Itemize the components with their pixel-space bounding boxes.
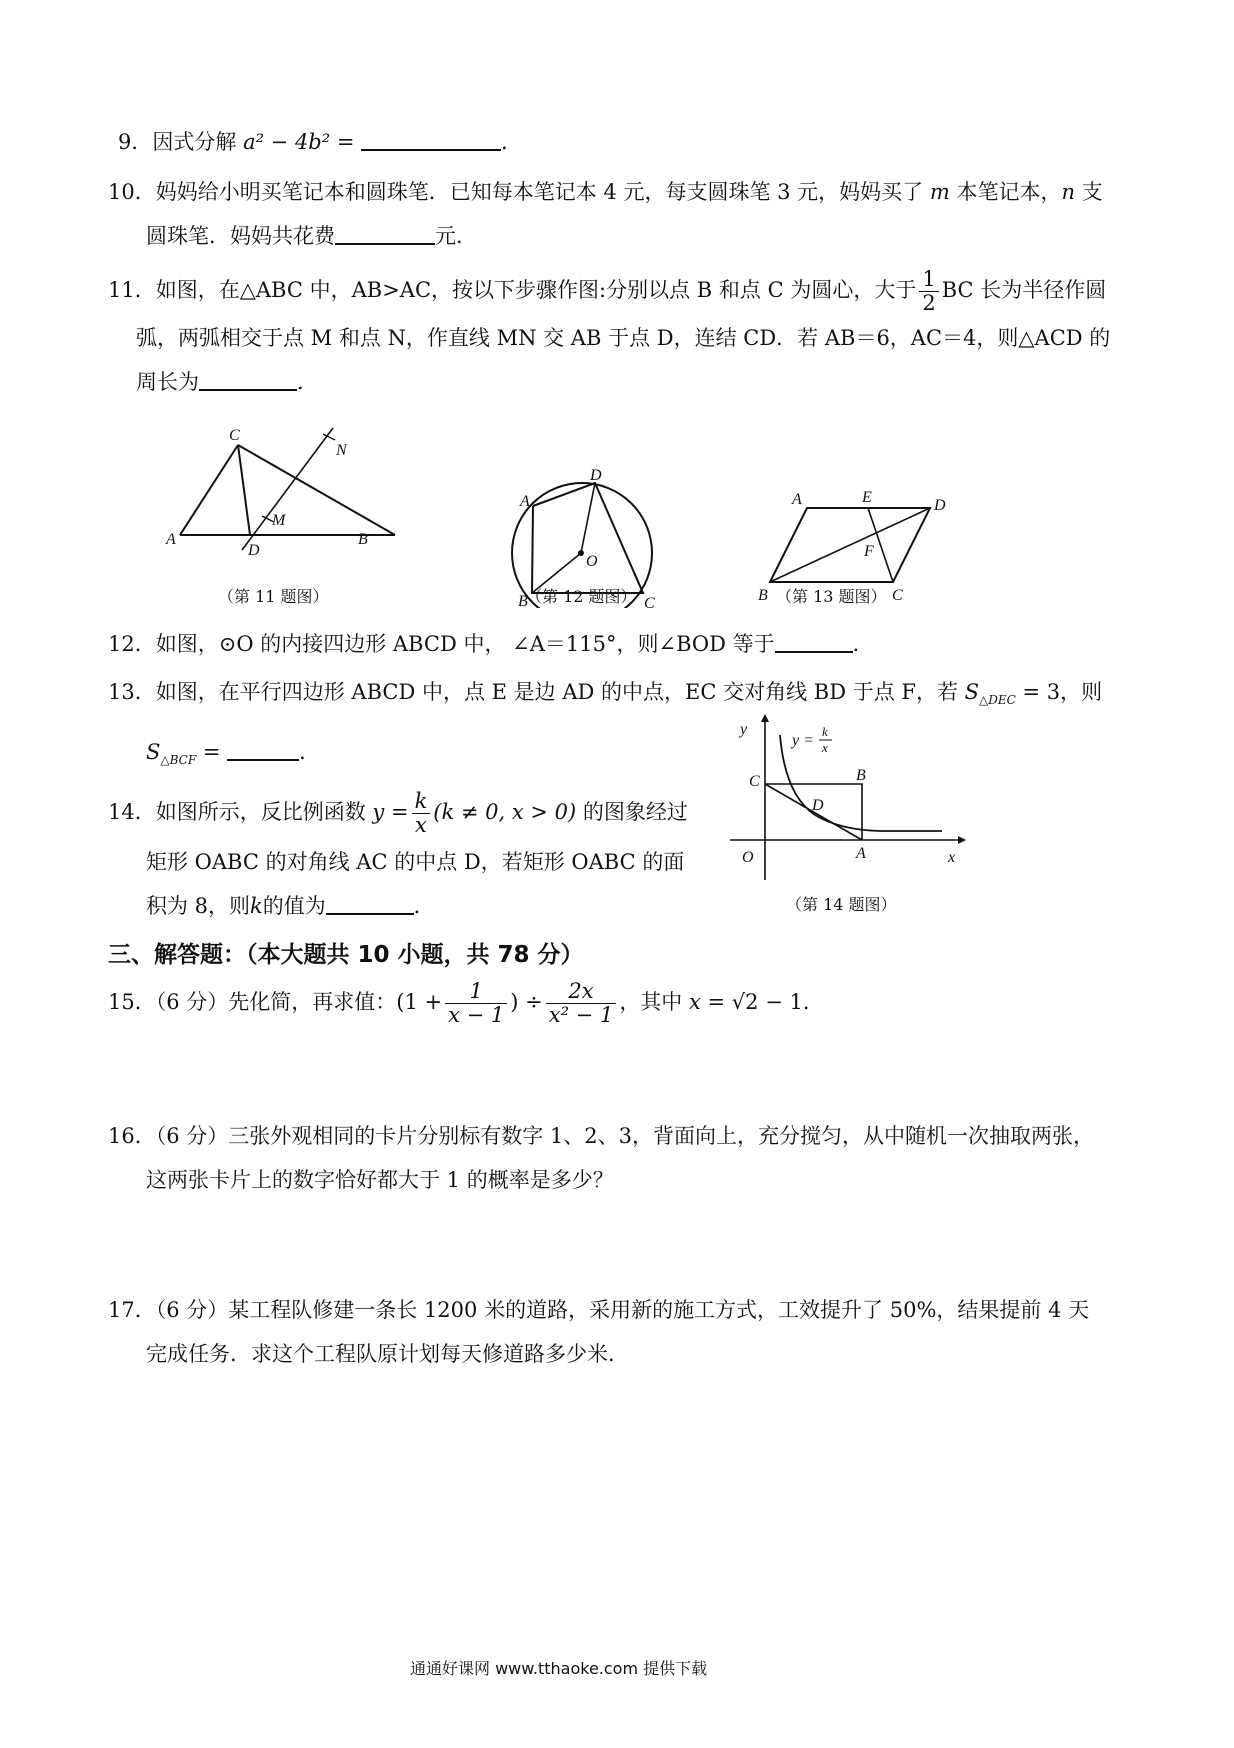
segment-cd: [238, 445, 250, 535]
question-17-line2: 完成任务．求这个工程队原计划每天修道路多少米．: [146, 1342, 629, 1366]
question-17: [108, 1294, 1089, 1324]
punctuation: ．: [852, 632, 874, 656]
question-text: 支: [1081, 180, 1103, 204]
question-10-line2: [146, 220, 477, 250]
question-number: 9．: [118, 130, 153, 154]
question-text: 如图，在△ABC 中，AB>AC，按以下步骤作图:分别以点 B 和点 C 为圆心，大于: [155, 278, 917, 303]
function-label-denominator: x: [822, 740, 828, 755]
variable-n: n: [1061, 180, 1075, 204]
equals-sign: =: [202, 740, 221, 764]
segment-od: [581, 483, 595, 553]
label-c: C: [749, 773, 760, 790]
fraction-numerator: 1: [445, 980, 507, 1004]
x-axis-arrow: [958, 836, 966, 844]
label-b: B: [856, 767, 866, 784]
label-c: C: [229, 427, 240, 444]
question-11-line3: [136, 366, 318, 396]
label-f: F: [864, 543, 874, 560]
figure-14: [730, 700, 970, 890]
label-c: C: [892, 587, 903, 604]
section-heading: 三、解答题：（本大题共 10 小题，共 78 分）: [108, 942, 584, 968]
fraction-denominator: x − 1: [448, 1003, 505, 1028]
question-text: （6 分）三张外观相同的卡片分别标有数字 1、2、3，背面向上，充分搅匀，从中随机一次抽取两张，: [155, 1124, 1095, 1148]
question-number: 12．: [108, 632, 156, 656]
segment-ac: [180, 445, 238, 535]
punctuation: ．: [413, 894, 435, 918]
question-text: 因式分解: [152, 130, 237, 154]
label-y-axis: y: [740, 721, 748, 738]
fraction-one-half: [919, 268, 938, 315]
question-text: 妈妈给小明买笔记本和圆珠笔．已知每本笔记本 4 元，每支圆珠笔 3 元，妈妈买了: [155, 180, 924, 204]
question-text: 元．: [435, 224, 477, 248]
variable-k: k: [250, 894, 263, 918]
question-text: 如图所示，反比例函数: [155, 800, 366, 825]
fraction-denominator: x: [415, 813, 427, 838]
label-d: D: [248, 542, 260, 559]
question-text: 积为 8，则: [146, 894, 251, 918]
fraction-denominator: x² − 1: [548, 1003, 614, 1028]
page-footer: 通通好课网 www.tthaoke.com 提供下载: [410, 1659, 708, 1678]
question-text: （6 分）某工程队修建一条长 1200 米的道路，采用新的施工方式，工效提升了 50%，结果提前 4 天: [155, 1298, 1090, 1322]
center-point: [578, 550, 584, 556]
label-a: A: [520, 493, 530, 510]
area-subscript: △BCF: [160, 753, 197, 768]
math-expression: (1 +: [396, 990, 443, 1015]
question-number: 10．: [108, 180, 156, 204]
question-text: 圆珠笔．妈妈共花费: [146, 224, 335, 248]
label-a: A: [166, 531, 176, 548]
question-number: 14．: [108, 800, 156, 825]
math-expression: ) ÷: [510, 990, 543, 1015]
label-b: B: [358, 531, 368, 548]
fraction-denominator: 2: [922, 291, 936, 316]
answer-blank: [335, 225, 435, 245]
fraction-numerator: 2x: [546, 980, 617, 1004]
question-text: 的图象经过: [582, 800, 688, 825]
figure-11: [160, 420, 430, 560]
function-condition: (k ≠ 0, x > 0): [433, 800, 577, 825]
question-9: [118, 126, 522, 156]
label-d: D: [812, 797, 824, 814]
label-c: C: [644, 595, 655, 608]
segment-cb: [238, 445, 395, 535]
area-subscript: △DEC: [979, 693, 1016, 708]
fraction-numerator: 1: [919, 268, 938, 292]
label-a: A: [856, 845, 866, 862]
question-text: （6 分）先化简，再求值：: [155, 990, 397, 1015]
question-text: BC 长为半径作圆: [941, 278, 1107, 303]
label-b: B: [518, 593, 528, 608]
question-number: 15．: [108, 990, 156, 1015]
question-number: 16．: [108, 1124, 156, 1148]
answer-blank: [227, 741, 299, 761]
question-text: 如图，在平行四边形 ABCD 中，点 E 是边 AD 的中点，EC 交对角线 BD 于点 F，若: [155, 680, 958, 704]
math-expression: = √2 − 1．: [707, 990, 824, 1015]
label-m: M: [272, 512, 286, 529]
question-16: [108, 1120, 1094, 1150]
fraction-numerator: k: [412, 790, 431, 814]
diagonal-bd: [770, 508, 930, 582]
question-number: 11．: [108, 278, 156, 303]
y-axis-arrow: [761, 714, 769, 722]
question-15: [108, 980, 824, 1027]
label-b: B: [758, 587, 768, 604]
label-o: O: [586, 553, 598, 570]
fraction-k-over-x: [412, 790, 431, 837]
punctuation: ．: [501, 130, 523, 154]
fraction-two-x-over-x-squared-minus-one: [546, 980, 617, 1027]
variable-x: x: [689, 990, 701, 1015]
label-x-axis: x: [948, 849, 956, 866]
question-10: [108, 176, 1103, 206]
function-label-numerator: k: [822, 724, 828, 739]
question-11-line2: 弧，两弧相交于点 M 和点 N，作直线 MN 交 AB 于点 D，连结 CD．若 AB＝6，AC＝4，则△ACD 的: [136, 326, 1111, 350]
question-number: 17．: [108, 1298, 156, 1322]
question-text: 本笔记本，: [956, 180, 1062, 204]
question-11: [108, 268, 1106, 315]
figure-14-caption: （第 14 题图）: [786, 895, 897, 914]
punctuation: ．: [299, 740, 321, 764]
label-d: D: [934, 497, 946, 514]
label-d: D: [590, 467, 602, 484]
figure-12-caption: （第 12 题图）: [526, 587, 637, 606]
label-n: N: [336, 442, 347, 459]
label-o: O: [742, 849, 754, 866]
question-text: ，其中: [619, 990, 683, 1015]
answer-blank: [326, 895, 414, 915]
question-12: [108, 628, 874, 658]
answer-blank: [361, 131, 501, 151]
label-a: A: [792, 491, 802, 508]
figure-13-caption: （第 13 题图）: [776, 587, 887, 606]
question-number: 13．: [108, 680, 156, 704]
area-symbol: S: [146, 740, 161, 764]
question-text: 的值为: [262, 894, 326, 918]
question-text: ．: [297, 370, 318, 394]
line-mn: [242, 428, 333, 550]
question-text: 周长为: [136, 370, 199, 394]
answer-blank: [199, 371, 297, 391]
function-label: y =: [792, 732, 814, 749]
label-e: E: [862, 489, 872, 506]
figure-11-caption: （第 11 题图）: [218, 587, 329, 606]
question-14: [108, 790, 688, 837]
question-14-line3: [146, 890, 435, 920]
question-text: 如图，⊙O 的内接四边形 ABCD 中， ∠A＝115°，则∠BOD 等于: [155, 632, 775, 656]
math-expression: a² − 4b² =: [243, 130, 355, 154]
area-symbol: S: [964, 680, 980, 704]
fraction-one-over-x-minus-one: [445, 980, 507, 1027]
answer-blank: [775, 633, 853, 653]
question-13-line2: [146, 736, 320, 767]
question-text: = 3，则: [1022, 680, 1103, 704]
question-14-line2: 矩形 OABC 的对角线 AC 的中点 D，若矩形 OABC 的面: [146, 850, 685, 874]
question-16-line2: 这两张卡片上的数字恰好都大于 1 的概率是多少？: [146, 1168, 614, 1192]
variable-m: m: [929, 180, 950, 204]
function-lhs: y =: [372, 800, 409, 825]
